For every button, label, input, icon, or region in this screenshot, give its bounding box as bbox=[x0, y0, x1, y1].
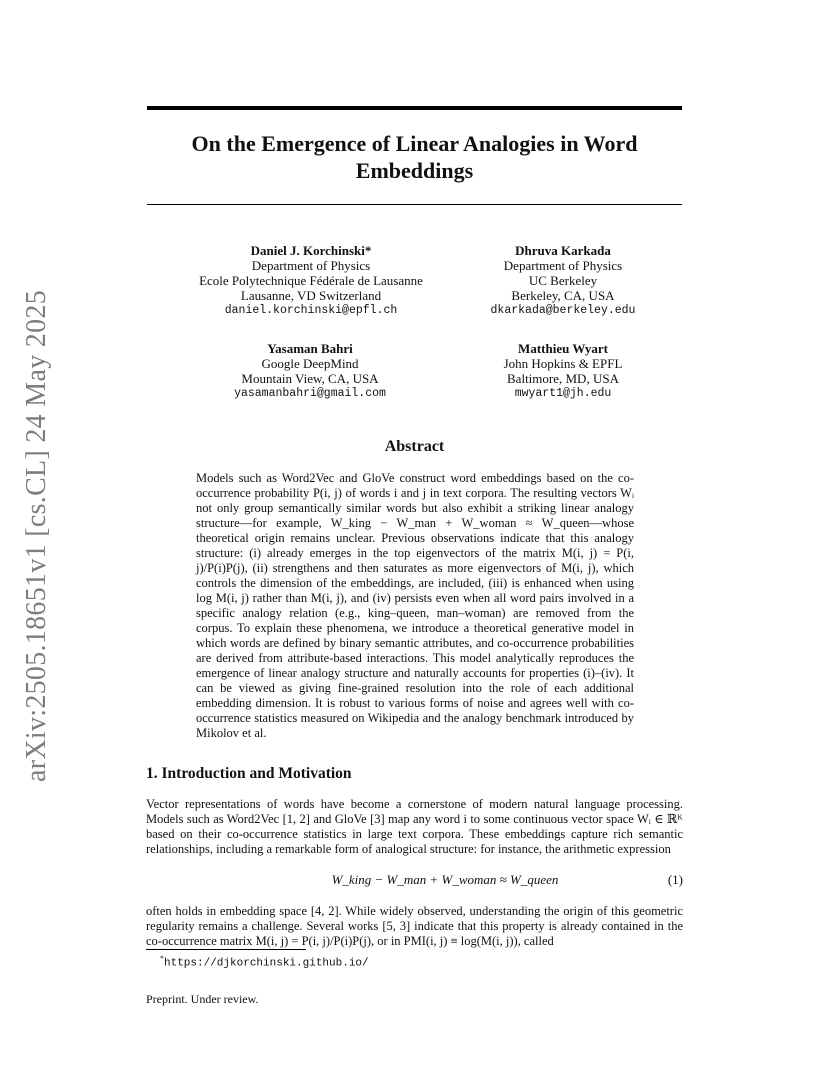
author-affiliation-line: Berkeley, CA, USA bbox=[511, 288, 615, 303]
author-name: Yasaman Bahri bbox=[267, 341, 353, 356]
author-name: Dhruva Karkada bbox=[515, 243, 611, 258]
footnote bbox=[160, 954, 369, 970]
arxiv-identifier: arXiv:2505.18651v1 [cs.CL] 24 May 2025 bbox=[21, 289, 52, 783]
footnote-rule bbox=[146, 949, 306, 950]
author-affiliation-line: John Hopkins & EPFL bbox=[503, 356, 623, 371]
footnote-link[interactable]: https://djkorchinski.github.io/ bbox=[164, 957, 369, 970]
author-block bbox=[210, 341, 410, 401]
author-affiliation-line: Lausanne, VD Switzerland bbox=[240, 288, 382, 303]
author-name: Daniel J. Korchinski* bbox=[250, 243, 372, 258]
paper-title: On the Emergence of Linear Analogies in Word Embeddings bbox=[191, 131, 638, 183]
preprint-note: Preprint. Under review. bbox=[146, 992, 259, 1006]
author-affiliation-line: UC Berkeley bbox=[528, 273, 598, 288]
title-rule-bottom bbox=[147, 204, 682, 205]
author-block bbox=[463, 341, 663, 401]
abstract-heading: Abstract bbox=[384, 438, 445, 455]
section-heading: 1. Introduction and Motivation bbox=[146, 765, 352, 782]
author-email: dkarkada@berkeley.edu bbox=[490, 304, 636, 317]
author-block bbox=[190, 243, 432, 318]
author-email: yasamanbahri@gmail.com bbox=[234, 387, 386, 400]
author-email: mwyart1@jh.edu bbox=[514, 387, 612, 400]
author-affiliation-line: Baltimore, MD, USA bbox=[507, 371, 619, 386]
equation-expression: W_king − W_man + W_woman ≈ W_queen bbox=[331, 872, 559, 887]
author-affiliation-line: Google DeepMind bbox=[261, 356, 359, 371]
intro-paragraph: often holds in embedding space [4, 2]. While widely observed, understanding the origin of this geometric regularity remains a challenge. Several works [5, 3] indicate that this property is already contained in the co-occurrence matrix M(i, j) = P(i, j)/P(i)P(j), or in PMI(i, j) ≡ log(M(i, j)), called bbox=[146, 904, 683, 948]
equation-number: (1) bbox=[667, 872, 683, 887]
abstract-text: Models such as Word2Vec and GloVe construct word embeddings based on the co-occurrence probability P(i, j) of words i and j in text corpora. The resulting vectors Wᵢ not only group semantically similar words but also exhibit a striking linear analogy structure—for example, W_king − W_man + W_woman ≈ W_queen—whose theoretical origin remains unclear. Previous observations indicate that this analogy structure: (i) already emerges in the top eigenvectors of the matrix M(i, j) = P(i, j)/P(i)P(j), (ii) strengthens and then saturates as more eigenvectors of M(i, j), which controls the dimension of the embeddings, are included, (iii) is enhanced when using log M(i, j) rather than M(i, j), and (iv) persists even when all word pairs involved in a specific analogy relation (e.g., king–queen, man–woman) are removed from the corpus. To explain these phenomena, we introduce a theoretical generative model in which words are defined by binary semantic attributes, and co-occurrence probabilities are derived from attribute-based interactions. This model analytically reproduces the emergence of linear analogy structure and naturally accounts for properties (i)–(iv). It can be viewed as giving fine-grained resolution into the role of each additional embedding dimension. It is robust to various forms of noise and agrees well with co-occurrence statistics measured on Wikipedia and the analogy benchmark introduced by Mikolov et al. bbox=[196, 471, 634, 740]
title-rule-top bbox=[147, 106, 682, 110]
author-affiliation-line: Department of Physics bbox=[251, 258, 371, 273]
author-email: daniel.korchinski@epfl.ch bbox=[224, 304, 398, 317]
footnote-marker: * bbox=[160, 954, 164, 963]
author-affiliation-line: Mountain View, CA, USA bbox=[241, 371, 379, 386]
intro-paragraph: Vector representations of words have become a cornerstone of modern natural language processing. Models such as Word2Vec [1, 2] and GloVe [3] map any word i to some continuous vector space Wᵢ ∈ ℝᴷ based on their co-occurrence statistics in large text corpora. These embeddings capture rich semantic relationships, including a remarkable form of analogical structure: for instance, the arithmetic expression bbox=[146, 797, 683, 856]
author-name: Matthieu Wyart bbox=[518, 341, 608, 356]
author-affiliation-line: Department of Physics bbox=[503, 258, 623, 273]
author-block bbox=[463, 243, 663, 318]
author-affiliation-line: Ecole Polytechnique Fédérale de Lausanne bbox=[199, 273, 423, 288]
